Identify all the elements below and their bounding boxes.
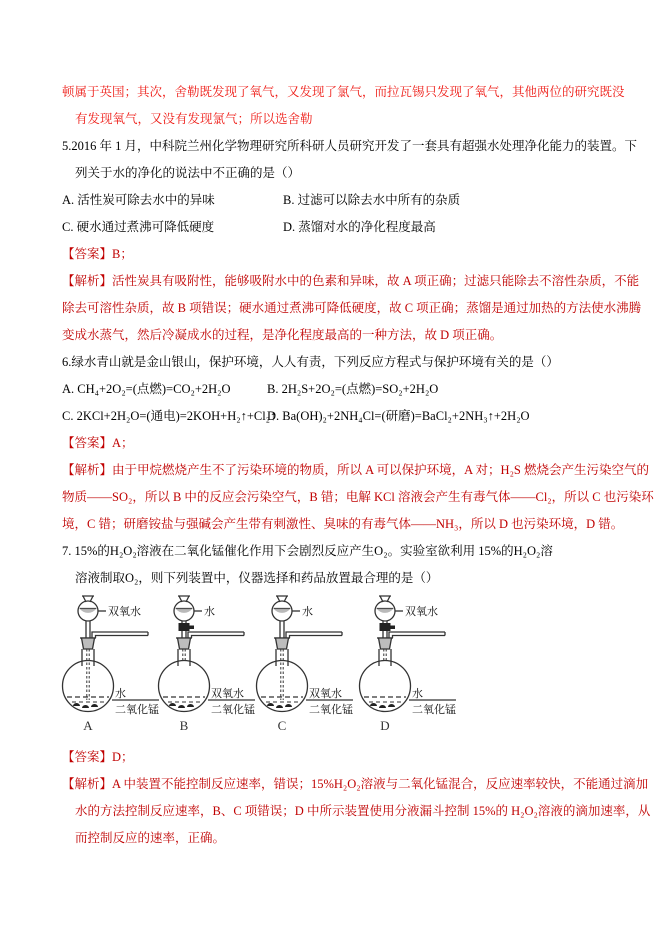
q5-option-c: C. 硬水通过煮沸可降低硬度: [62, 220, 215, 234]
delivery-tube: [92, 632, 148, 638]
q5-options-row-2: [62, 214, 605, 241]
q6-options-row-1: [62, 376, 605, 403]
q6-analysis-line: 物质——SO₂，所以 B 中的反应会污染空气，B 错；电解 KCl 溶液会产生有毒气体——Cl₂，所以 C 也污染环: [62, 490, 654, 504]
q7-apparatus-figure: [0, 594, 605, 744]
flask-liquid-label: 水: [115, 688, 126, 700]
flask: [63, 632, 160, 712]
manganese-dioxide-solids: [169, 703, 194, 708]
apparatus-letter: C: [277, 718, 287, 733]
manganese-dioxide-solids: [73, 703, 98, 708]
q5-answer: 【答案】B；: [62, 247, 133, 261]
q7-analysis-line: 【解析】A 中装置不能控制反应速率，错误；15%H₂O₂溶液与二氧化锰混合，反应速率较快，不能通过滴加: [62, 777, 649, 791]
stopcock: [380, 623, 391, 631]
funnel-content-label: 水: [302, 606, 313, 618]
apparatus-letter: A: [83, 718, 93, 733]
funnel-content-label: 水: [204, 606, 215, 618]
delivery-tube: [188, 632, 244, 638]
q7-analysis-line: 水的方法控制反应速率，B、C 项错误；D 中所示装置使用分液漏斗控制 15%的 H₂O₂溶液的滴加速率，从: [75, 804, 651, 818]
q6-answer: 【答案】A；: [62, 436, 134, 450]
manganese-dioxide-solids: [267, 703, 292, 708]
flask-solid-label: 二氧化锰: [115, 704, 159, 716]
funnel-content-label: 双氧水: [108, 606, 141, 618]
delivery-tube: [389, 632, 445, 638]
q6-option-c: C. 2KCl+2H₂O=(通电)=2KOH+H₂↑+Cl₂↑: [62, 409, 277, 423]
q5-stem-line: 列关于水的净化的说法中不正确的是（）: [75, 166, 301, 180]
delivery-tube: [286, 632, 342, 638]
apparatus-letter: B: [179, 718, 189, 733]
apparatus-diagram-d: [353, 594, 468, 734]
q6-option-a: A. CH₄+2O₂=(点燃)=CO₂+2H₂O: [62, 382, 231, 396]
q5-stem-line: 5.2016 年 1 月，中科院兰州化学物理研究所科研人员研究开发了一套具有超强水处理净化能力的装置。下: [62, 139, 638, 153]
q5-options-row-1: [62, 187, 605, 214]
flask-liquid-label: 双氧水: [211, 688, 244, 700]
q6-option-d: D. Ba(OH)₂+2NH₄Cl=(研磨)=BaCl₂+2NH₃↑+2H₂O: [267, 409, 530, 423]
apparatus-diagram-c: [250, 594, 365, 734]
stopcock: [179, 623, 190, 631]
q5-analysis-line: 除去可溶性杂质，故 B 项错误；硬水通过煮沸可降低硬度，故 C 项正确；蒸馏是通过加热的方法使水沸腾: [62, 301, 642, 315]
flask-solid-label: 二氧化锰: [309, 704, 353, 716]
q6-analysis-line: 境，C 错；研磨铵盐与强碱会产生带有刺激性、臭味的有毒气体——NH₃，所以 D 也污染环境，D 错。: [62, 517, 624, 531]
flask-solid-label: 二氧化锰: [211, 704, 255, 716]
q6-options-row-2: [62, 403, 605, 430]
flask-liquid-label: 双氧水: [309, 688, 342, 700]
flask-solid-label: 二氧化锰: [412, 704, 456, 716]
q6-analysis-line: 【解析】由于甲烷燃烧产生不了污染环境的物质，所以 A 可以保护环境，A 对；H₂S 燃烧会产生污染空气的: [62, 463, 650, 477]
q7-answer: 【答案】D；: [62, 750, 134, 764]
q5-option-d: D. 蒸馏对水的净化程度最高: [283, 220, 436, 234]
q7-analysis-line: 而控制反应的速率，正确。: [75, 831, 226, 845]
q5-option-a: A. 活性炭可除去水中的异味: [62, 193, 215, 207]
q7-stem-line: 溶液制取O₂，则下列装置中，仪器选择和药品放置最合理的是（）: [75, 571, 439, 585]
q7-stem-line: 7. 15%的H₂O₂溶液在二氧化锰催化作用下会剧烈反应产生O₂。实验室欲利用 15%的H₂O₂溶: [62, 544, 553, 558]
intro-analysis-line: 有发现氧气，又没有发现氯气；所以选舍勒: [75, 112, 313, 126]
q5-option-b: B. 过滤可以除去水中所有的杂质: [283, 193, 461, 207]
q5-analysis-line: 【解析】活性炭具有吸附性，能够吸附水中的色素和异味，故 A 项正确；过滤只能除去不溶性杂质，不能: [62, 274, 640, 288]
q6-stem-line: 6.绿水青山就是金山银山，保护环境，人人有责，下列反应方程式与保护环境有关的是（）: [62, 355, 559, 369]
q5-analysis-line: 变成水蒸气，然后冷凝成水的过程，是净化程度最高的一种方法，故 D 项正确。: [62, 328, 503, 342]
flask-liquid-label: 水: [412, 688, 423, 700]
apparatus-letter: D: [380, 718, 390, 733]
q6-option-b: B. 2H₂S+2O₂=(点燃)=SO₂+2H₂O: [267, 382, 439, 396]
intro-analysis-line: 顿属于英国；其次，舍勒既发现了氧气，又发现了氯气，而拉瓦锡只发现了氧气，其他两位的研究既没: [62, 85, 625, 99]
manganese-dioxide-solids: [370, 703, 395, 708]
funnel-content-label: 双氧水: [405, 606, 438, 618]
flask: [360, 632, 457, 712]
